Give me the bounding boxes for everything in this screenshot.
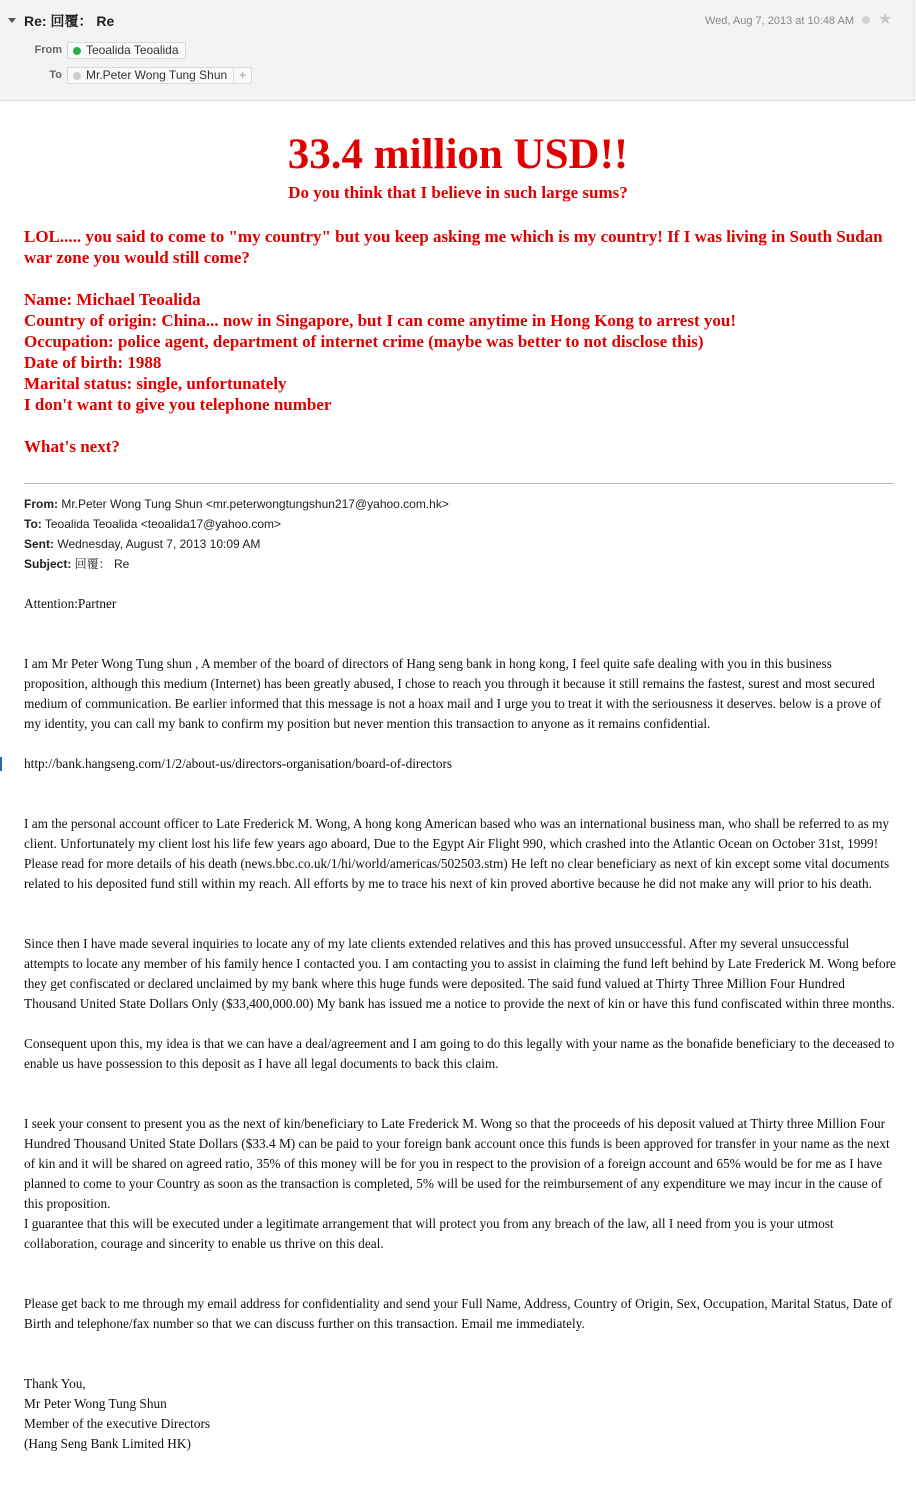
offline-status-icon	[73, 72, 81, 80]
quoted-paragraph-6: I guarantee that this will be executed under a legitimate arrangement that will protect you from any breach of the law, all I need from you is your utmost collaboration, courage and sincerity to enable us thrive on this deal.	[24, 1216, 834, 1251]
to-label: To	[49, 69, 62, 81]
reply-occupation: Occupation: police agent, department of internet crime (maybe was better to not disclose this)	[24, 332, 704, 351]
quoted-subject: Subject: 回覆： Re	[24, 557, 130, 571]
quoted-paragraph-5: I seek your consent to present you as the next of kin/beneficiary to Late Frederick M. Wong so that the proceeds of his deposit valued at Thirty three Million Four Hundred Thousand United State Dollars ($33.4 M) can be paid to your foreign bank account once this funds is been approved for transfer in your name as the next of kin and it will be shared on agreed ratio, 35% of this money will be for you in respect to the provision of a foreign account and 65% would be for me as I have planned to come to your Country as soon as the transaction is completed, 5% will be used for the reimbursement of any expenditure we may incur in the cause of this proposition.	[24, 1116, 890, 1211]
quoted-paragraph-4: Consequent upon this, my idea is that we can have a deal/agreement and I am going to do this legally with your name as the bonafide beneficiary to the deceased to enable us have possession to this deposit as I have all legal documents to back this claim.	[24, 1036, 895, 1071]
sender-name: Teoalida Teoalida	[86, 43, 179, 57]
message-subject: Re: 回覆： Re	[24, 13, 115, 29]
quoted-paragraph-2: I am the personal account officer to Late Frederick M. Wong, A hong kong American based who was an international business man, who shall be referred to as my client. Unfortunately my client lost his life few years ago aboard, Due to the Egypt Air Flight 990, which crashed into the Atlantic Ocean on October 31st, 1999! Please read for more details of his death (news.bbc.co.uk/1/hi/world/americas/502503.stm) He left no clear beneficiary as next of kin except some vital documents related to his deposited fund still within my reach. All efforts by me to trace his next of kin proved abortive because he did not make any will prior to his death.	[24, 816, 890, 891]
star-icon[interactable]: ★	[878, 9, 893, 28]
reply-line: war zone you would still come?	[24, 248, 250, 267]
attention-line: Attention:Partner	[24, 596, 117, 611]
left-margin-marker	[0, 757, 2, 771]
quoted-sent: Sent: Wednesday, August 7, 2013 10:09 AM	[24, 537, 261, 551]
bank-link[interactable]: http://bank.hangseng.com/1/2/about-us/directors-organisation/board-of-directors	[24, 756, 453, 771]
reply-dob: Date of birth: 1988	[24, 353, 162, 372]
signature-line: Thank You,	[24, 1376, 86, 1391]
status-dot-icon[interactable]	[862, 16, 870, 24]
collapse-arrow-icon[interactable]	[8, 18, 16, 23]
reply-country: Country of origin: China... now in Singapore, but I can come anytime in Hong Kong to arrest you!	[24, 311, 736, 330]
reply-marital: Marital status: single, unfortunately	[24, 374, 287, 393]
reply-subtitle: Do you think that I believe in such large sums?	[288, 183, 628, 202]
signature-line: Member of the executive Directors	[24, 1416, 211, 1431]
quoted-to: To: Teoalida Teoalida <teoalida17@yahoo.com>	[24, 517, 282, 531]
reply-name: Name: Michael Teoalida	[24, 290, 201, 309]
recipient-chip[interactable]	[67, 67, 252, 84]
quoted-paragraph-1: I am Mr Peter Wong Tung shun , A member of the board of directors of Hang seng bank in hong kong, I feel quite safe dealing with you in this business proposition, although this medium (Internet) has been greatly abused, I chose to reach you through it because it still remains the fastest, surest and most secured medium of communication. Be earlier informed that this message is not a hoax mail and I urge you to treat it with the seriousness it deserves. below is a prove of my identity, you can call my bank to confirm my position but never mention this transaction to anyone as it remains confidential.	[24, 656, 882, 731]
signature-line: (Hang Seng Bank Limited HK)	[24, 1436, 191, 1451]
message-date: Wed, Aug 7, 2013 at 10:48 AM	[704, 15, 854, 27]
reply-next: What's next?	[24, 437, 120, 456]
online-status-icon	[73, 47, 81, 55]
reply-line: LOL..... you said to come to "my country" but you keep asking me which is my country! If I was living in South Sudan	[24, 227, 883, 246]
quoted-from: From: Mr.Peter Wong Tung Shun <mr.peterwongtungshun217@yahoo.com.hk>	[24, 497, 449, 511]
message-header	[0, 0, 915, 101]
quoted-paragraph-7: Please get back to me through my email address for confidentiality and send your Full Name, Address, Country of Origin, Sex, Occupation, Marital Status, Date of Birth and telephone/fax number so that we can discuss further on this transaction. Email me immediately.	[24, 1296, 893, 1331]
reply-title: 33.4 million USD!!	[287, 131, 629, 178]
add-contact-icon[interactable]: +	[233, 68, 251, 83]
from-label: From	[34, 44, 62, 56]
sender-chip[interactable]	[67, 42, 186, 59]
reply-phone: I don't want to give you telephone number	[24, 395, 332, 414]
quoted-paragraph-3: Since then I have made several inquiries to locate any of my late clients extended relatives and this has proved unsuccessful. After my several unsuccessful attempts to locate any member of his family hence I contacted you. I am contacting you to assist in claiming the fund left behind by Late Frederick M. Wong before they get confiscated or declared unclaimed by my bank where this huge funds were deposited. The said fund valued at Thirty Three Million Four Hundred Thousand United State Dollars Only ($33,400,000.00) My bank has issued me a notice to provide the next of kin or have this fund confiscated within three months.	[24, 936, 896, 1011]
quote-divider	[24, 483, 894, 484]
signature-line: Mr Peter Wong Tung Shun	[24, 1396, 167, 1411]
recipient-name: Mr.Peter Wong Tung Shun	[86, 68, 228, 82]
